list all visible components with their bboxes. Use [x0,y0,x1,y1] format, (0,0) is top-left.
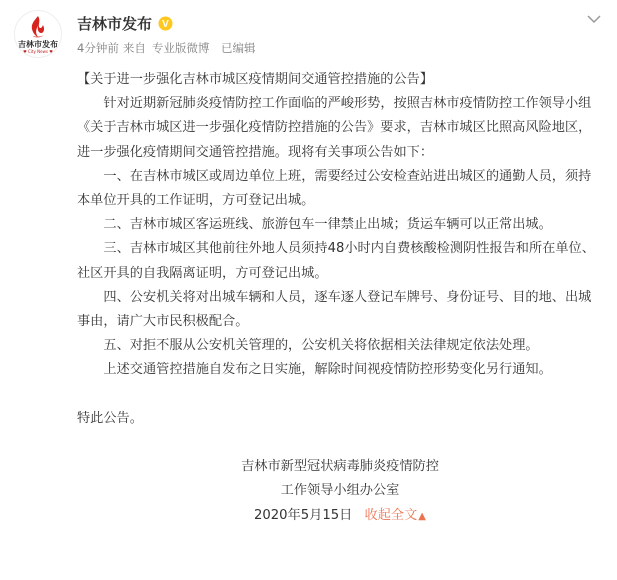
closing-line: 特此公告。 [77,410,143,426]
flame-logo-icon [25,15,51,39]
chevron-up-icon[interactable]: ▲ [418,510,426,522]
author-row [77,12,173,34]
signature-line-1: 吉林市新型冠状病毒肺炎疫情防控 [241,459,439,475]
collapse-link[interactable] [365,508,426,523]
publish-date: 2020年5月15日 [254,507,353,523]
paragraph-notice: 上述交通管控措施自发布之日实施，解除时间视疫情防控形势变化另行通知。 [103,362,552,378]
post-source[interactable]: 专业版微博 [151,41,210,55]
post-meta [77,40,259,56]
signature-line-2: 工作领导小组办公室 [280,483,400,499]
post-time[interactable]: 4分钟前 [77,41,119,55]
spacer [77,431,603,455]
avatar[interactable] [14,10,62,58]
post-title: 【关于进一步强化吉林市城区疫情期间交通管控措施的公告】 [77,72,434,87]
author-name[interactable]: 吉林市发布 [77,14,153,33]
paragraph-item-5: 五、对拒不服从公安机关管理的，公安机关将依据相关法律规定依法处理。 [103,338,539,354]
collapse-link-label[interactable]: 收起全文 [364,507,418,523]
chevron-down-icon[interactable] [587,14,601,24]
avatar-label: 吉林市发布 [18,39,58,49]
paragraph-intro: 针对近期新冠肺炎疫情防控工作面临的严峻形势，按照吉林市疫情防控工作领导小组《关于吉林市城区进一步强化疫情防控措施的公告》要求，吉林市城区比照高风险地区，进一步强化疫情期间交通管控措施。现将有关事项公告如下： [77,96,592,160]
edited-label[interactable]: 已编辑 [220,41,256,55]
avatar-sublabel: ♥ City News ♥ [23,48,53,54]
paragraph-item-3: 三、吉林市城区其他前往外地人员须持48小时内自费核酸检测阴性报告和所在单位、社区开具的自我隔离证明，方可登记出城。 [77,241,595,281]
source-prefix: 来自 [122,41,146,55]
date-row [77,504,603,529]
post-header [0,0,617,70]
svg-text:V: V [162,18,169,30]
spacer [77,383,603,407]
paragraph-item-2: 二、吉林市城区客运班线、旅游包车一律禁止出城；货运车辆可以正常出城。 [103,217,552,233]
paragraph-item-1: 一、在吉林市城区或周边单位上班，需要经过公安检查站进出城区的通勤人员，须持本单位开具的工作证明，方可登记出城。 [77,168,592,209]
post-content [77,68,603,529]
paragraph-item-4: 四、公安机关将对出城车辆和人员，逐车逐人登记车牌号、身份证号、目的地、出城事由，请广大市民积极配合。 [77,289,592,330]
verified-badge-icon[interactable] [158,16,173,31]
